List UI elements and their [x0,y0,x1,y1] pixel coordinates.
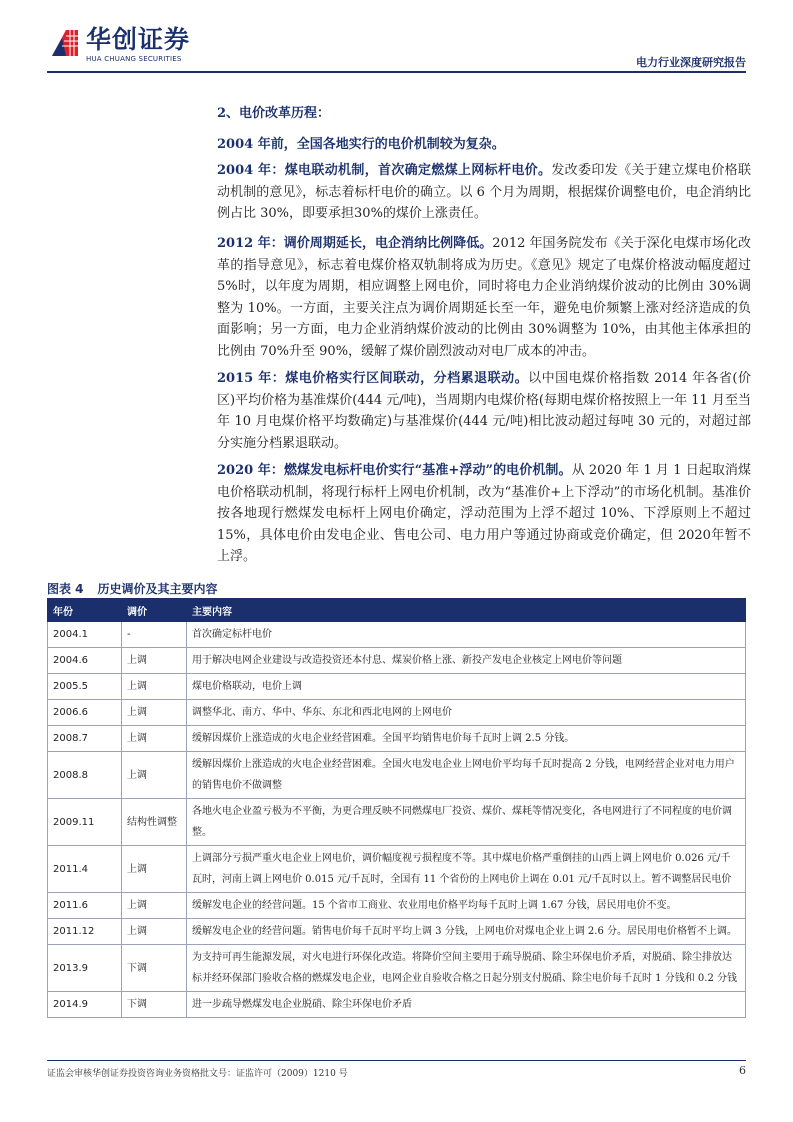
cell-year: 2014.9 [48,992,122,1018]
table-row [48,799,746,846]
paragraph-lead: 2015 年：煤电价格实行区间联动，分档累退联动。 [217,371,529,386]
table-row [48,622,746,648]
paragraph-lead: 2004 年：煤电联动机制，首次确定燃煤上网标杆电价。 [217,163,552,178]
header-divider [47,71,746,73]
cell-content: 缓解因煤价上涨造成的火电企业经营困难。全国平均销售电价每千瓦时上调 2.5 分钱。 [187,726,746,752]
footer-divider [47,1060,746,1061]
cell-adjust: 上调 [122,700,187,726]
cell-adjust: 下调 [122,992,187,1018]
table-row [48,945,746,992]
table-row [48,674,746,700]
cell-content: 调整华北、南方、华中、华东、东北和西北电网的上网电价 [187,700,746,726]
cell-adjust: 上调 [122,893,187,919]
cell-adjust: 上调 [122,846,187,893]
page-number: 6 [739,1064,746,1077]
cell-content: 缓解因煤价上涨造成的火电企业经营困难。全国火电发电企业上网电价平均每千瓦时提高 2 分钱，电网经营企业对电力用户的销售电价不做调整 [187,752,746,799]
cell-year: 2004.6 [48,648,122,674]
cell-content: 首次确定标杆电价 [187,622,746,648]
table-row [48,752,746,799]
cell-content: 用于解决电网企业建设与改造投资还本付息、煤炭价格上涨、新投产发电企业核定上网电价等问题 [187,648,746,674]
paragraph-2004 [217,160,751,225]
cell-year: 2004.1 [48,622,122,648]
brand-name: 华创证券 [86,25,191,54]
cell-adjust: 上调 [122,674,187,700]
table-row [48,846,746,893]
cell-year: 2008.7 [48,726,122,752]
footer-disclaimer: 证监会审核华创证券投资咨询业务资格批文号：证监许可（2009）1210 号 [47,1069,348,1079]
section-intro: 2004 年前，全国各地实行的电价机制较为复杂。 [217,137,505,152]
table-row [48,700,746,726]
cell-adjust: 上调 [122,726,187,752]
cell-adjust: 结构性调整 [122,799,187,846]
figure-label: 图表 4 [47,582,84,596]
paragraph-2020 [217,460,751,568]
cell-content: 进一步疏导燃煤发电企业脱硝、除尘环保电价矛盾 [187,992,746,1018]
paragraph-body: 以中国电煤价格指数 2014 年各省(价区)平均价格为基准煤价(444 元/吨)，当周期内电煤价格(每期电煤价格按照上一年 11 月至当年 10 月电煤价格平均数确定)与基准煤价(444 元/吨)相比波动超过每吨 30 元的，对超过部分实施分档累退联动。 [217,371,752,451]
paragraph-body: 发改委印发《关于建立煤电价格联动机制的意见》，标志着标杆电价的确立。以 6 个月为周期，根据煤价调整电价，电企消纳比例占比 30%，即要承担30%的煤价上涨责任。 [217,163,751,221]
figure-title: 历史调价及其主要内容 [97,582,218,596]
column-header-year: 年份 [48,599,122,622]
cell-year: 2011.12 [48,919,122,945]
table-body [48,622,746,1018]
cell-adjust: 上调 [122,919,187,945]
cell-content: 为支持可再生能源发展，对火电进行环保化改造。将降价空间主要用于疏导脱硝、除尘环保电价矛盾，对脱硝、除尘排放达标并经环保部门验收合格的燃煤发电企业，电网企业自验收合格之日起分别支付脱硝、除尘电价每千瓦时 1 分钱和 0.2 分钱 [187,945,746,992]
cell-content: 缓解发电企业的经营问题。15 个省市工商业、农业用电价格平均每千瓦时上调 1.67 分钱，居民用电价不变。 [187,893,746,919]
cell-year: 2011.6 [48,893,122,919]
figure-caption [47,580,232,597]
cell-content: 煤电价格联动，电价上调 [187,674,746,700]
paragraph-lead: 2020 年：燃煤发电标杆电价实行“基准+浮动”的电价机制。 [217,463,572,478]
cell-content: 上调部分亏损严重火电企业上网电价，调价幅度视亏损程度不等。其中煤电价格严重倒挂的山西上调上网电价 0.026 元/千瓦时，河南上调上网电价 0.015 元/千瓦时，全国有 11 个省份的上网电价上调在 0.01 元/千瓦时以上。暂不调整居民电价 [187,846,746,893]
brand-name-en: HUA CHUANG SECURITIES [86,55,182,63]
table-row [48,919,746,945]
paragraph-body: 从 2020 年 1 月 1 日起取消煤电价格联动机制，将现行标杆上网电价机制，改为“基准价+上下浮动”的市场化机制。基准价按各地现行燃煤发电标杆上网电价确定，浮动范围为上浮不超过 10%、下浮原则上不超过 15%，具体电价由发电企业、售电公司、电力用户等通过协商或竞价确定，但 2020年暂不上浮。 [217,463,752,564]
cell-year: 2005.5 [48,674,122,700]
table-row [48,992,746,1018]
table-row [48,893,746,919]
cell-adjust: 上调 [122,648,187,674]
table-row [48,648,746,674]
column-header-content: 主要内容 [187,599,746,622]
paragraph-body: 2012 年国务院发布《关于深化电煤市场化改革的指导意见》，标志着电煤价格双轨制将成为历史。《意见》规定了电煤价格波动幅度超过 5%时，以年度为周期，相应调整上网电价，同时将电力企业消纳煤价波动的比例由 30%调整为 10%。一方面，主要关注点为调价周期延长至一年，避免电价频繁上涨对经济造成的负面影响；另一方面，电力企业消纳煤价波动的比例由 30%调整为 10%，由其他主体承担的比例由 70%升至 90%，缓解了煤价剧烈波动对电厂成本的冲击。 [217,236,751,359]
brand-logo-icon [52,30,78,56]
table-row [48,726,746,752]
cell-adjust: 上调 [122,752,187,799]
paragraph-lead: 2012 年：调价周期延长，电企消纳比例降低。 [217,236,493,251]
cell-year: 2013.9 [48,945,122,992]
cell-year: 2011.4 [48,846,122,893]
report-type: 电力行业深度研究报告 [636,56,746,69]
cell-content: 缓解发电企业的经营问题。销售电价每千瓦时平均上调 3 分钱，上网电价对煤电企业上调 2.6 分。居民用电价格暂不上调。 [187,919,746,945]
cell-adjust: - [122,622,187,648]
cell-year: 2006.6 [48,700,122,726]
column-header-adjust: 调价 [122,599,187,622]
paragraph-2015 [217,368,751,454]
cell-content: 各地火电企业盈亏极为不平衡，为更合理反映不同燃煤电厂投资、煤价、煤耗等情况变化，各电网进行了不同程度的电价调整。 [187,799,746,846]
page-header [0,0,793,80]
cell-year: 2008.8 [48,752,122,799]
section-heading: 2、电价改革历程： [217,106,331,121]
cell-year: 2009.11 [48,799,122,846]
cell-adjust: 下调 [122,945,187,992]
price-history-table [47,598,746,1018]
table-header-row [48,599,746,622]
paragraph-2012 [217,233,751,362]
